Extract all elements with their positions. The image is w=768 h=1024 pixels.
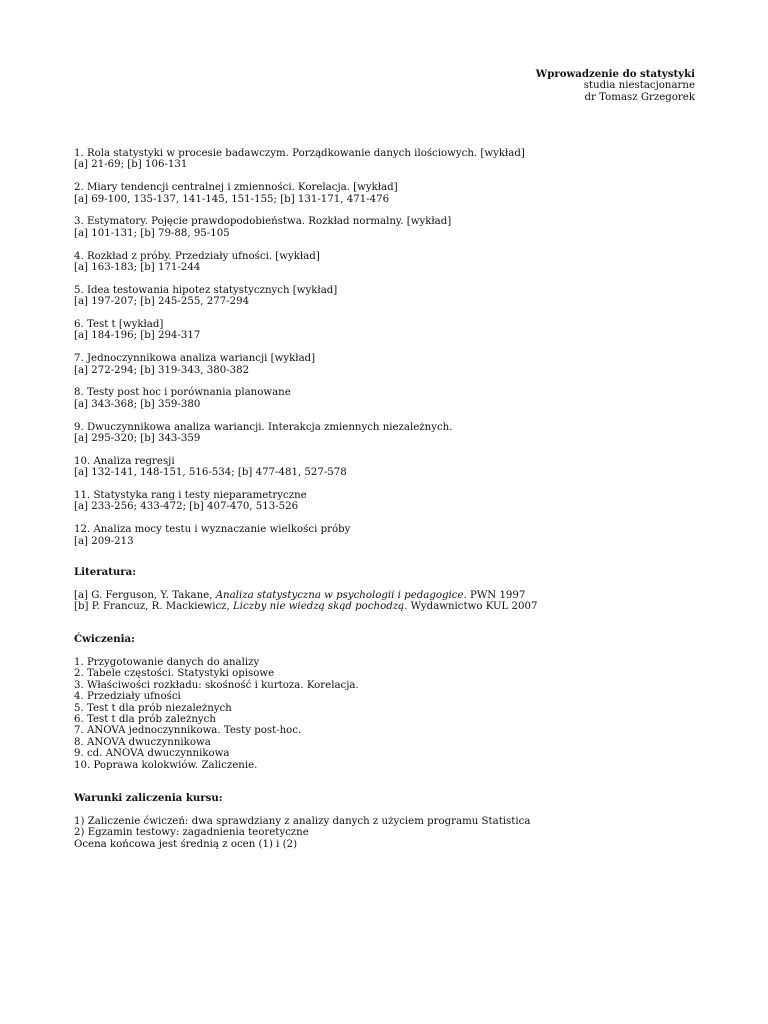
literature-list [74, 590, 714, 613]
topic-title: 9. Dwuczynnikowa analiza wariancji. Interakcja zmiennych niezależnych. [74, 421, 453, 433]
exercises-list [74, 657, 714, 771]
topic-pages: [a] 21-69; [b] 106-131 [74, 159, 188, 171]
literature-book-title: Liczby nie wiedzą skąd pochodzą [233, 601, 405, 613]
topic-item [74, 422, 714, 445]
literature-item [74, 590, 714, 601]
topic-title: 7. Jednoczynnikowa analiza wariancji [wykład] [74, 353, 316, 365]
literature-item [74, 601, 714, 612]
topic-item [74, 251, 714, 274]
topic-title: 5. Idea testowania hipotez statystycznych [wykład] [74, 284, 338, 296]
topic-pages: [a] 295-320; [b] 343-359 [74, 433, 201, 445]
exercise-item: 9. cd. ANOVA dwuczynnikowa [74, 748, 230, 760]
conditions-heading: Warunki zaliczenia kursu: [74, 792, 223, 804]
topic-pages: [a] 197-207; [b] 245-255, 277-294 [74, 296, 250, 308]
topic-pages: [a] 69-100, 135-137, 141-145, 151-155; [b] 131-171, 471-476 [74, 193, 390, 205]
topic-title: 12. Analiza mocy testu i wyznaczanie wielkości próby [74, 524, 351, 536]
course-title: Wprowadzenie do statystyki [535, 68, 695, 80]
topics-list [74, 148, 714, 558]
topic-pages: [a] 184-196; [b] 294-317 [74, 330, 201, 342]
exercise-item: 2. Tabele częstości. Statystyki opisowe [74, 668, 275, 680]
exercise-item: 10. Poprawa kolokwiów. Zaliczenie. [74, 759, 258, 771]
topic-item [74, 456, 714, 479]
topic-pages: [a] 132-141, 148-151, 516-534; [b] 477-481, 527-578 [74, 467, 347, 479]
exercise-item: 8. ANOVA dwuczynnikowa [74, 736, 211, 748]
exercise-item: 5. Test t dla prób niezależnych [74, 702, 232, 714]
literature-authors: [a] G. Ferguson, Y. Takane, [74, 590, 216, 601]
literature-publisher: . Wydawnictwo KUL 2007 [404, 601, 538, 613]
literature-book-title: Analiza statystyczna w psychologii i pedagogice [215, 590, 464, 601]
topic-item [74, 148, 714, 171]
exercise-item: 4. Przedziały ufności [74, 691, 181, 703]
literature-authors: [b] P. Francuz, R. Mackiewicz, [74, 601, 234, 613]
topic-item [74, 182, 714, 205]
topic-item [74, 353, 714, 376]
topic-item [74, 524, 714, 547]
condition-item: 2) Egzamin testowy: zagadnienia teoretyczne [74, 827, 309, 839]
topic-pages: [a] 272-294; [b] 319-343, 380-382 [74, 364, 250, 376]
topic-item [74, 490, 714, 513]
condition-item: 1) Zaliczenie ćwiczeń: dwa sprawdziany z analizy danych z użyciem programu Statistica [74, 816, 531, 827]
course-mode: studia niestacjonarne [583, 80, 695, 92]
topic-pages: [a] 209-213 [74, 535, 134, 547]
topic-item [74, 319, 714, 342]
exercises-heading: Ćwiczenia: [74, 633, 135, 645]
topic-item [74, 387, 714, 410]
topic-title: 3. Estymatory. Pojęcie prawdopodobieństwa. Rozkład normalny. [wykład] [74, 216, 452, 228]
topic-title: 2. Miary tendencji centralnej i zmienności. Korelacja. [wykład] [74, 182, 398, 194]
topic-item [74, 216, 714, 239]
exercise-item: 3. Właściwości rozkładu: skośność i kurtoza. Korelacja. [74, 679, 359, 691]
lecturer-name: dr Tomasz Grzegorek [584, 91, 695, 103]
topic-title: 1. Rola statystyki w procesie badawczym. Porządkowanie danych ilościowych. [wykład] [74, 148, 525, 159]
literature-heading: Literatura: [74, 566, 137, 578]
topic-pages: [a] 233-256; 433-472; [b] 407-470, 513-526 [74, 501, 299, 513]
topic-pages: [a] 343-368; [b] 359-380 [74, 398, 201, 410]
conditions-list [74, 816, 714, 850]
exercise-item: 1. Przygotowanie danych do analizy [74, 657, 260, 668]
topic-pages: [a] 163-183; [b] 171-244 [74, 262, 201, 274]
document-header [536, 69, 695, 103]
topic-title: 8. Testy post hoc i porównania planowane [74, 387, 291, 399]
topic-title: 11. Statystyka rang i testy nieparametryczne [74, 490, 307, 502]
topic-title: 10. Analiza regresji [74, 455, 175, 467]
topic-title: 6. Test t [wykład] [74, 319, 164, 331]
topic-title: 4. Rozkład z próby. Przedziały ufności. [wykład] [74, 250, 320, 262]
final-grade-note: Ocena końcowa jest średnią z ocen (1) i (2) [74, 838, 298, 850]
topic-item [74, 285, 714, 308]
exercise-item: 7. ANOVA jednoczynnikowa. Testy post-hoc. [74, 725, 302, 737]
exercise-item: 6. Test t dla prób zależnych [74, 714, 216, 726]
topic-pages: [a] 101-131; [b] 79-88, 95-105 [74, 227, 230, 239]
literature-publisher: . PWN 1997 [463, 590, 526, 601]
